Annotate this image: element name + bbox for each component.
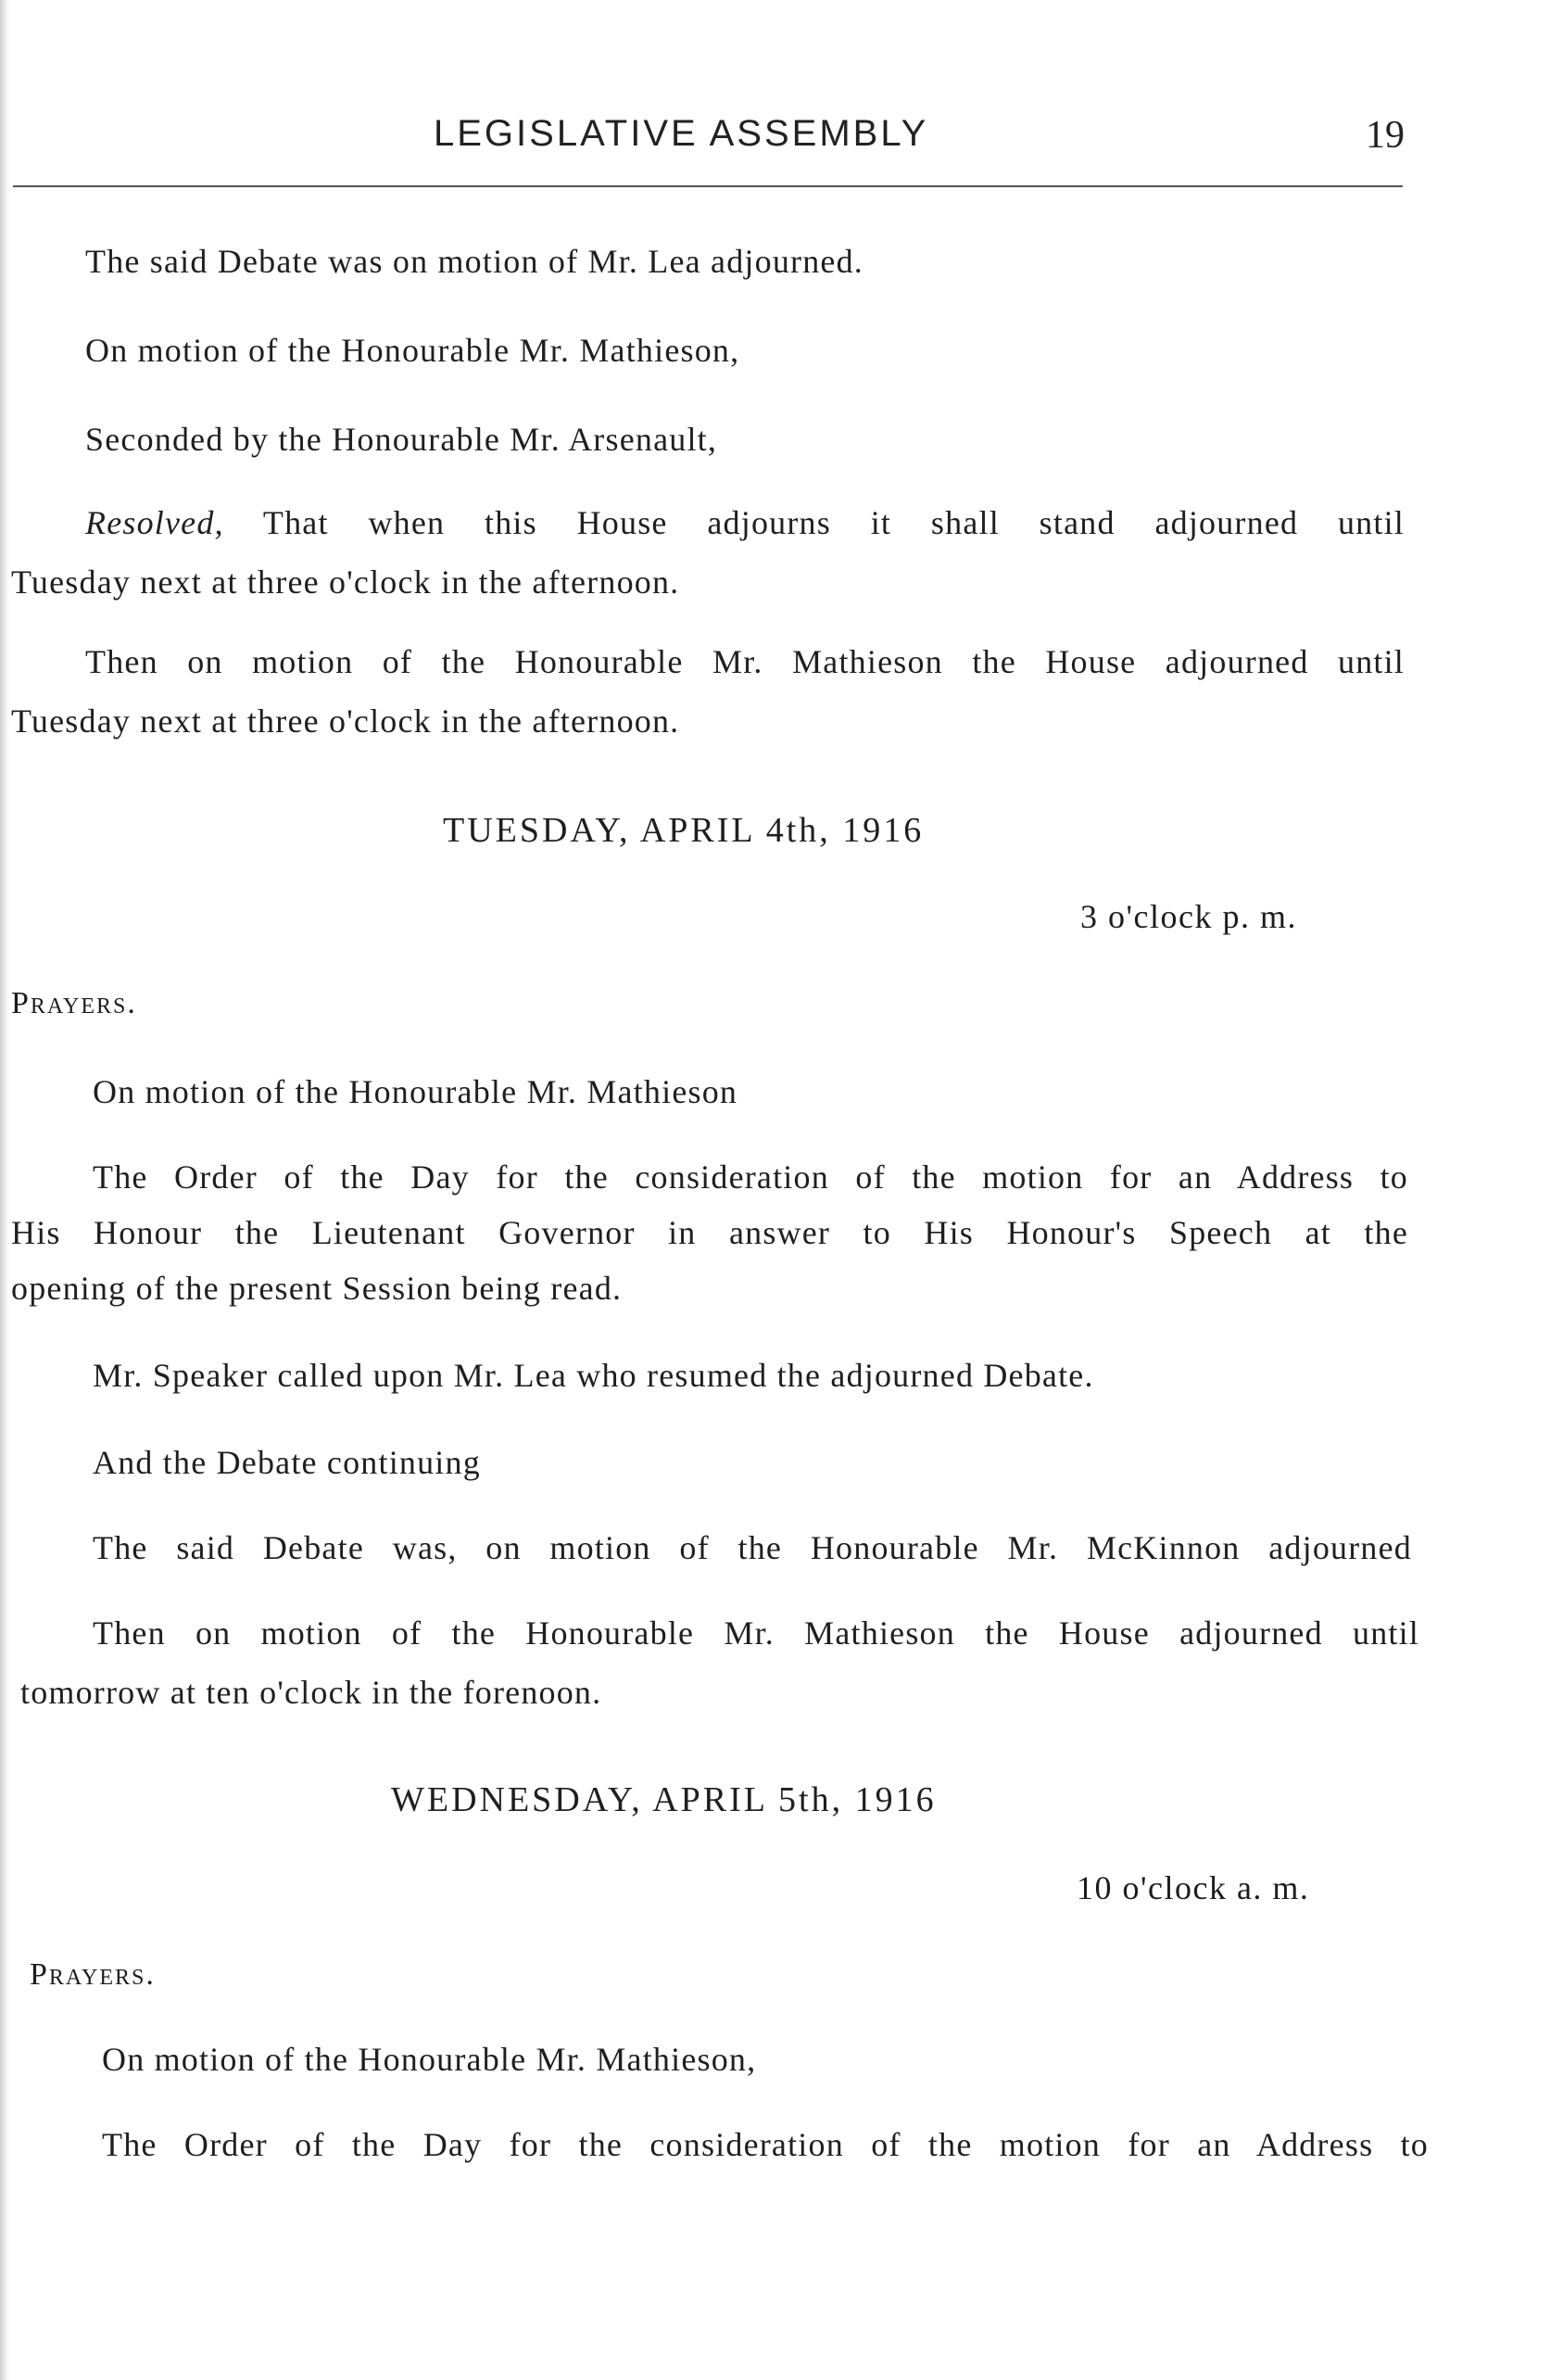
- scan-edge-shadow: [0, 0, 9, 2380]
- tuesday-order-line3: opening of the present Session being read.: [11, 1270, 623, 1307]
- page-number: 19: [1366, 114, 1405, 157]
- debate-adjourned-line: The said Debate was on motion of Mr. Lea adjourned.: [85, 243, 863, 280]
- tuesday-order-line2: His Honour the Lieutenant Governor in answer to His Honour's Speech at the: [11, 1214, 1408, 1251]
- wednesday-motion-by: On motion of the Honourable Mr. Mathieson,: [102, 2041, 757, 2078]
- wednesday-time: 10 o'clock a. m.: [1077, 1869, 1310, 1906]
- tuesday-date-heading: TUESDAY, APRIL 4th, 1916: [443, 811, 925, 850]
- tuesday-prayers: Prayers.: [11, 986, 137, 1020]
- seconded-by-line: Seconded by the Honourable Mr. Arsenault,: [85, 421, 718, 458]
- debate-continuing-line: And the Debate continuing: [93, 1444, 481, 1481]
- motion-by-line: On motion of the Honourable Mr. Mathieson,: [85, 332, 740, 369]
- header-rule: [13, 185, 1403, 187]
- running-head: LEGISLATIVE ASSEMBLY: [434, 113, 929, 154]
- tuesday-then-line1: Then on motion of the Honourable Mr. Mathieson the House adjourned until: [93, 1614, 1419, 1652]
- tuesday-time: 3 o'clock p. m.: [1080, 898, 1297, 935]
- tuesday-motion-by: On motion of the Honourable Mr. Mathieson: [93, 1073, 738, 1110]
- tuesday-debate-adjourned: The said Debate was, on motion of the Honourable Mr. McKinnon adjourned: [93, 1529, 1412, 1566]
- tuesday-then-line2: tomorrow at ten o'clock in the forenoon.: [20, 1674, 602, 1711]
- resolved-paragraph-line2: Tuesday next at three o'clock in the afternoon.: [11, 563, 680, 601]
- wednesday-date-heading: WEDNESDAY, APRIL 5th, 1916: [391, 1780, 937, 1819]
- resolved-label: Resolved,: [85, 504, 224, 541]
- speaker-called-line: Mr. Speaker called upon Mr. Lea who resumed the adjourned Debate.: [93, 1357, 1094, 1394]
- wednesday-prayers: Prayers.: [30, 1957, 156, 1992]
- then-motion-line2: Tuesday next at three o'clock in the afternoon.: [11, 703, 680, 740]
- resolved-paragraph-line1: [85, 502, 1405, 543]
- then-motion-line1: Then on motion of the Honourable Mr. Mathieson the House adjourned until: [85, 643, 1405, 680]
- tuesday-order-line1: The Order of the Day for the consideration of the motion for an Address to: [93, 1158, 1408, 1196]
- wednesday-order-line1: The Order of the Day for the consideration of the motion for an Address to: [102, 2126, 1429, 2163]
- resolved-text: That when this House adjourns it shall stand adjourned until: [262, 504, 1405, 541]
